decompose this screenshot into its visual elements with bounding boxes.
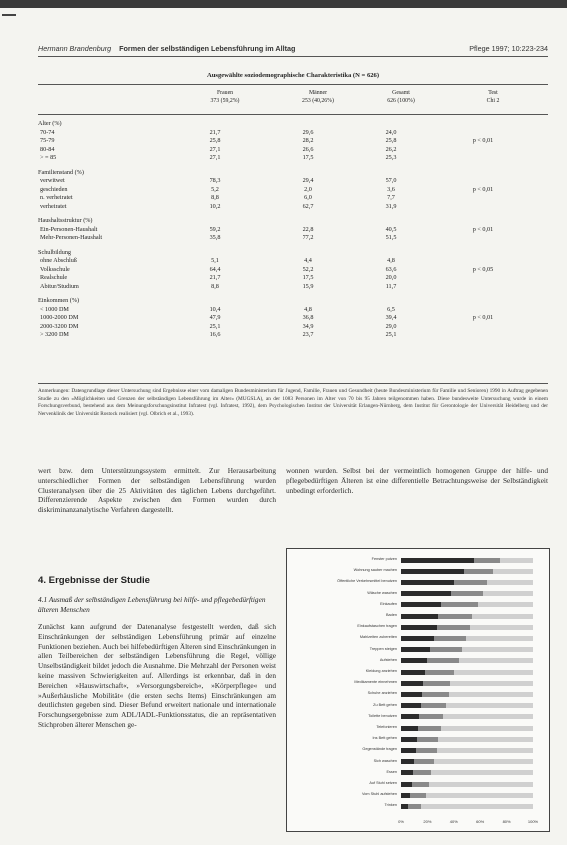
bar-segment xyxy=(401,569,464,574)
bar-segment xyxy=(434,759,533,764)
section-heading: 4. Ergebnisse der Studie xyxy=(38,575,150,586)
category-label: Ins Bett gehen xyxy=(372,736,397,741)
x-tick-label: 40% xyxy=(449,819,458,824)
bar-segment xyxy=(472,614,533,619)
row-label: < 1000 DM xyxy=(40,305,69,313)
category-label: Mahlzeiten zubereiten xyxy=(359,635,397,640)
cell-gesamt: 26,2 xyxy=(385,145,397,153)
cell-frauen: 59,2 xyxy=(209,225,221,233)
category-label: Zu Bett gehen xyxy=(373,702,397,707)
table-group xyxy=(38,169,548,212)
cell-gesamt: 25,8 xyxy=(385,137,397,144)
category-label: Wäsche waschen xyxy=(367,590,397,595)
cell-maenner: 15,9 xyxy=(302,282,314,290)
table-row xyxy=(38,146,548,155)
cell-frauen: 27,1 xyxy=(209,145,221,153)
column-n: 253 (40,26%) xyxy=(302,98,334,104)
bar-segment xyxy=(401,804,408,809)
column-head-maenner xyxy=(283,89,353,105)
bar-segment xyxy=(437,748,533,753)
cell-frauen: 25,1 xyxy=(209,322,221,330)
cell-test: p < 0,05 xyxy=(472,265,494,273)
table-row xyxy=(38,129,548,138)
bar-segment xyxy=(401,782,412,787)
row-label: 80-84 xyxy=(40,145,55,153)
cell-gesamt: 51,5 xyxy=(385,234,397,241)
subsection-heading: 4.1 Ausmaß der selbständigen Lebensführung bei hilfe- und pflegebedürftigen älteren Menschen xyxy=(38,595,266,614)
category-label: Auf Stuhl setzen xyxy=(369,781,397,785)
bar-segment xyxy=(412,782,429,787)
cell-frauen: 27,1 xyxy=(209,154,221,161)
bar-segment xyxy=(401,670,425,675)
cell-frauen: 8,8 xyxy=(211,282,219,290)
cell-test: p < 0,01 xyxy=(472,225,494,233)
row-label: verwitwet xyxy=(40,177,65,184)
cell-frauen: 5,1 xyxy=(211,257,219,264)
bar-segment xyxy=(410,793,426,798)
bar-segment xyxy=(500,558,533,563)
bar-segment xyxy=(454,580,487,585)
column-name: Männer xyxy=(308,90,328,96)
column-name: Frauen xyxy=(216,90,234,96)
header-author: Hermann Brandenburg xyxy=(38,44,112,53)
bar-segment xyxy=(401,748,416,753)
group-title: Einkommen (%) xyxy=(38,297,80,304)
cell-frauen: 5,2 xyxy=(211,185,219,193)
table-group xyxy=(38,249,548,292)
category-label: Toilette benutzen xyxy=(368,713,397,718)
bar-segment xyxy=(466,636,533,641)
bar-segment xyxy=(401,625,437,630)
category-label: Einkaufstaschen tragen xyxy=(357,624,397,629)
category-label: Essen xyxy=(386,769,397,774)
bar-segment xyxy=(401,681,423,686)
cell-frauen: 16,6 xyxy=(209,331,221,338)
row-label: n. verheiratet xyxy=(40,194,73,201)
table-row xyxy=(38,323,548,332)
column-name: Test xyxy=(488,90,498,96)
cell-gesamt: 6,5 xyxy=(387,305,395,313)
column-head-test xyxy=(458,89,528,105)
bar-segment xyxy=(459,658,533,663)
bar-segment xyxy=(417,737,438,742)
cell-frauen: 35,8 xyxy=(209,234,221,241)
cell-maenner: 36,8 xyxy=(302,314,314,321)
cell-frauen: 78,3 xyxy=(209,177,221,184)
cell-frauen: 21,7 xyxy=(209,274,221,281)
bar-segment xyxy=(401,658,427,663)
category-label: Telefonieren xyxy=(376,725,397,729)
table-row xyxy=(38,194,548,203)
bar-segment xyxy=(401,703,421,708)
cell-maenner: 77,2 xyxy=(302,234,314,241)
header-citation: Pflege 1997; 10:223-234 xyxy=(469,44,548,53)
column-n: 373 (59,2%) xyxy=(210,98,240,104)
scan-mark xyxy=(2,14,16,16)
cell-frauen: 10,2 xyxy=(209,202,221,210)
running-header xyxy=(38,44,548,53)
cell-maenner: 17,5 xyxy=(302,274,314,281)
cell-gesamt: 31,9 xyxy=(385,202,397,210)
bar-segment xyxy=(401,692,422,697)
column-name: Gesamt xyxy=(392,90,410,96)
table-group xyxy=(38,120,548,163)
cell-maenner: 6,0 xyxy=(304,194,312,201)
bar-segment xyxy=(401,580,454,585)
table-bottom-rule xyxy=(38,383,548,384)
cell-maenner: 17,5 xyxy=(302,154,314,161)
scan-edge-bar xyxy=(0,0,567,8)
table-row xyxy=(38,186,548,195)
cell-maenner: 4,8 xyxy=(304,305,312,313)
bar-segment xyxy=(401,770,413,775)
bar-segment xyxy=(421,703,446,708)
header-title: Formen der selbständigen Lebensführung im Alltag xyxy=(119,44,296,53)
row-label: Ein-Personen-Haushalt xyxy=(40,225,98,233)
bar-segment xyxy=(401,737,417,742)
category-label: Trinken xyxy=(384,803,397,808)
cell-maenner: 62,7 xyxy=(302,202,314,210)
cell-frauen: 10,4 xyxy=(209,305,221,313)
bar-segment xyxy=(430,647,462,652)
bar-segment xyxy=(434,636,466,641)
x-tick-label: 60% xyxy=(476,819,485,824)
cell-maenner: 4,4 xyxy=(304,257,312,264)
bar-segment xyxy=(401,614,438,619)
bar-segment xyxy=(401,591,451,596)
table-row xyxy=(38,274,548,283)
row-label: geschieden xyxy=(40,185,68,193)
x-tick-label: 100% xyxy=(527,819,539,824)
table-row xyxy=(38,283,548,292)
category-label: Öffentliche Verkehrsmittel benutzen xyxy=(337,579,397,584)
table-top-rule xyxy=(38,84,548,85)
bar-segment xyxy=(422,692,448,697)
column-n: 626 (100%) xyxy=(387,98,415,104)
row-label: Volksschule xyxy=(40,265,70,273)
cell-test: p < 0,01 xyxy=(472,314,494,321)
cell-gesamt: 25,1 xyxy=(385,331,397,338)
cell-gesamt: 7,7 xyxy=(387,194,395,201)
demographics-table xyxy=(38,120,548,346)
cell-gesamt: 25,3 xyxy=(385,154,397,161)
bar-segment xyxy=(478,602,533,607)
cell-gesamt: 40,5 xyxy=(385,225,397,233)
row-label: > = 85 xyxy=(40,154,57,161)
category-label: Medikamente einnehmen xyxy=(354,680,397,685)
cell-gesamt: 39,4 xyxy=(385,314,397,321)
cell-frauen: 64,4 xyxy=(209,265,221,273)
body-paragraph-1: wert bzw. dem Unterstützungssystem ermittelt. Zur Herausarbeitung unterschiedlicher Formen der selbständigen Lebensführung wurden Clusteranalysen über die 25 Aktivitäten des täglichen Lebens durchgeführt. Differenzierende Aspekte zwischen den Formen wurden durch diskriminanzanalytische Verfahren dargestellt. xyxy=(38,466,276,515)
table-row xyxy=(38,306,548,315)
group-title: Familienstand (%) xyxy=(38,168,84,176)
category-label: Vom Stuhl aufstehen xyxy=(361,792,397,797)
bar-segment xyxy=(438,614,472,619)
cell-gesamt: 63,6 xyxy=(385,265,397,273)
bar-segment xyxy=(450,681,533,686)
bar-segment xyxy=(401,647,430,652)
group-title: Haushaltsstruktur (%) xyxy=(38,217,93,224)
table-title: Ausgewählte soziodemographische Charakteristika (N = 626) xyxy=(206,72,380,79)
bar-segment xyxy=(401,558,474,563)
adl-stacked-bar-chart xyxy=(286,548,550,832)
row-label: 2000-3200 DM xyxy=(40,322,79,330)
bar-segment xyxy=(401,602,441,607)
x-tick-label: 0% xyxy=(398,819,404,824)
cell-test: p < 0,01 xyxy=(472,137,494,144)
group-title: Schulbildung xyxy=(38,248,72,256)
table-head-rule xyxy=(38,114,548,115)
bar-segment xyxy=(449,692,533,697)
bar-segment xyxy=(401,759,414,764)
bar-segment xyxy=(487,580,533,585)
category-label: Treppen steigen xyxy=(369,646,397,651)
cell-maenner: 23,7 xyxy=(302,331,314,338)
row-label: 75-79 xyxy=(40,137,55,144)
category-label: Schuhe anziehen xyxy=(367,691,397,696)
table-row xyxy=(38,154,548,163)
table-row xyxy=(38,137,548,146)
bar-segment xyxy=(451,591,483,596)
cell-maenner: 52,2 xyxy=(302,265,314,273)
cell-maenner: 2,0 xyxy=(304,185,312,193)
bar-segment xyxy=(437,625,470,630)
bar-segment xyxy=(464,569,493,574)
category-label: Fenster putzen xyxy=(371,557,397,561)
table-row xyxy=(38,266,548,275)
row-label: Realschule xyxy=(40,274,68,281)
bar-segment xyxy=(421,804,533,809)
row-label: 1000-2000 DM xyxy=(40,314,79,321)
category-label: Aufstehen xyxy=(379,657,397,662)
table-row xyxy=(38,257,548,266)
bar-segment xyxy=(401,793,410,798)
category-label: Wohnung sauber machen xyxy=(353,568,397,573)
bar-segment xyxy=(446,703,533,708)
bar-segment xyxy=(443,714,533,719)
bar-segment xyxy=(419,714,443,719)
cell-gesamt: 20,0 xyxy=(385,274,397,281)
table-note: Anmerkungen: Datengrundlage dieser Untersuchung sind Ergebnisse einer vom damaligen Bundesministerium für Jugend, Familie, Frauen und Gesundheit (heute Bundesministerium für Familie und Senioren) 1990 in Auftrag gegebenen Studie zu den »Möglichkeiten und Grenzen der selbständigen Lebensführung im Alter« (MUGSLA), an der 1083 Personen im Alter von 70 bis 95 Jahren teilgenommen haben. Diese bundesweite Untersuchung wurde in einem Forschungsverbund, bestehend aus dem Meinungsforschungsinstitut Infratest (vgl. Infratest, 1992), dem Psychologischen Institut der Universität Erlangen-Nürnberg, dem Institut für Gerontologie der Universität Heidelberg und der Nervenklinik der Universität Rostock realisiert (vgl. Olbrich et al., 1993). xyxy=(38,388,548,417)
cell-maenner: 29,6 xyxy=(302,128,314,136)
column-head-gesamt xyxy=(366,89,436,105)
bar-segment xyxy=(401,636,434,641)
cell-gesamt: 24,0 xyxy=(385,128,397,136)
x-tick-label: 20% xyxy=(423,819,432,824)
table-row xyxy=(38,226,548,235)
row-label: verheiratet xyxy=(40,202,67,210)
bar-segment xyxy=(483,591,533,596)
cell-maenner: 22,8 xyxy=(302,225,314,233)
category-label: Sich waschen xyxy=(373,758,397,763)
table-row xyxy=(38,331,548,340)
body-paragraph-2: Zunächst kann aufgrund der Datenanalyse festgestellt werden, daß sich Einschränkungen der selbständigen Lebensführung primär auf einzelne Funktionen beziehen. Auch bei hilfebedürftigen Älteren sind Einschränkungen in allen Teilbereichen der selbständigen Lebensführung die Regel, völlige Unselbständigkeit bildet jedoch die Ausnahme. Die Mehrzahl der Personen weist keine massiven Schwierigkeiten auf. Allerdings ist erkennbar, daß in den Bereichen »Hauswirtschaft«, »Versorgungsbereich«, »Körperpflege« und »Außerhäusliche Mobilität« (die ersten sechs Items) Einschränkungen am deutlichsten gegeben sind. Dieser Befund erweitert nationale und internationale Forschungsergebnisse zum ADL/IADL-Funktionsstatus, die an repräsentativen Stichproben älterer Menschen ge- xyxy=(38,622,276,729)
bar-segment xyxy=(429,782,533,787)
category-label: Einkaufen xyxy=(380,601,397,606)
cell-maenner: 26,6 xyxy=(302,145,314,153)
bar-segment xyxy=(493,569,533,574)
bar-segment xyxy=(427,658,459,663)
bar-segment xyxy=(408,804,421,809)
table-row xyxy=(38,234,548,243)
header-rule xyxy=(38,56,548,57)
category-label: Kleidung anziehen xyxy=(365,669,397,673)
bar-segment xyxy=(416,748,437,753)
bar-segment xyxy=(423,681,449,686)
table-row xyxy=(38,177,548,186)
bar-segment xyxy=(438,737,533,742)
row-label: > 3200 DM xyxy=(40,331,69,338)
bar-segment xyxy=(470,625,533,630)
cell-maenner: 34,9 xyxy=(302,322,314,330)
bar-segment xyxy=(418,726,440,731)
bar-segment xyxy=(414,759,434,764)
row-label: Mehr-Personen-Haushalt xyxy=(40,234,103,241)
row-label: 70-74 xyxy=(40,128,55,136)
category-label: Baden xyxy=(386,613,397,617)
cell-gesamt: 4,8 xyxy=(387,257,395,264)
cell-maenner: 29,4 xyxy=(302,177,314,184)
cell-gesamt: 29,0 xyxy=(385,322,397,330)
bar-segment xyxy=(441,726,533,731)
cell-frauen: 47,9 xyxy=(209,314,221,321)
cell-gesamt: 57,0 xyxy=(385,177,397,184)
bar-segment xyxy=(454,670,533,675)
cell-frauen: 25,8 xyxy=(209,137,221,144)
table-group xyxy=(38,297,548,340)
column-n: Chi 2 xyxy=(486,98,500,104)
row-label: Abitur/Studium xyxy=(40,282,79,290)
cell-frauen: 8,8 xyxy=(211,194,219,201)
body-paragraph-right: wonnen wurden. Selbst bei der vermeintlich homogenen Gruppe der hilfe- und pflegebedürftigen Älteren ist eine differentielle Betrachtungsweise der Selbständigkeit unbedingt erforderlich. xyxy=(286,466,548,495)
cell-test: p < 0,01 xyxy=(472,185,494,193)
cell-gesamt: 3,6 xyxy=(387,185,395,193)
bar-segment xyxy=(425,670,454,675)
group-title: Alter (%) xyxy=(38,120,62,127)
bar-segment xyxy=(462,647,533,652)
table-row xyxy=(38,314,548,323)
cell-frauen: 21,7 xyxy=(209,128,221,136)
category-label: Gegenstände tragen xyxy=(362,747,397,752)
cell-maenner: 28,2 xyxy=(302,137,314,144)
x-tick-label: 80% xyxy=(502,819,511,824)
bar-segment xyxy=(441,602,478,607)
bar-segment xyxy=(401,714,419,719)
bar-segment xyxy=(413,770,431,775)
table-group xyxy=(38,217,548,243)
bar-segment xyxy=(401,726,418,731)
table-row xyxy=(38,203,548,212)
bar-segment xyxy=(474,558,500,563)
cell-gesamt: 11,7 xyxy=(385,282,397,290)
row-label: ohne Abschluß xyxy=(40,257,77,264)
bar-segment xyxy=(431,770,533,775)
bar-segment xyxy=(426,793,533,798)
column-head-frauen xyxy=(190,89,260,105)
